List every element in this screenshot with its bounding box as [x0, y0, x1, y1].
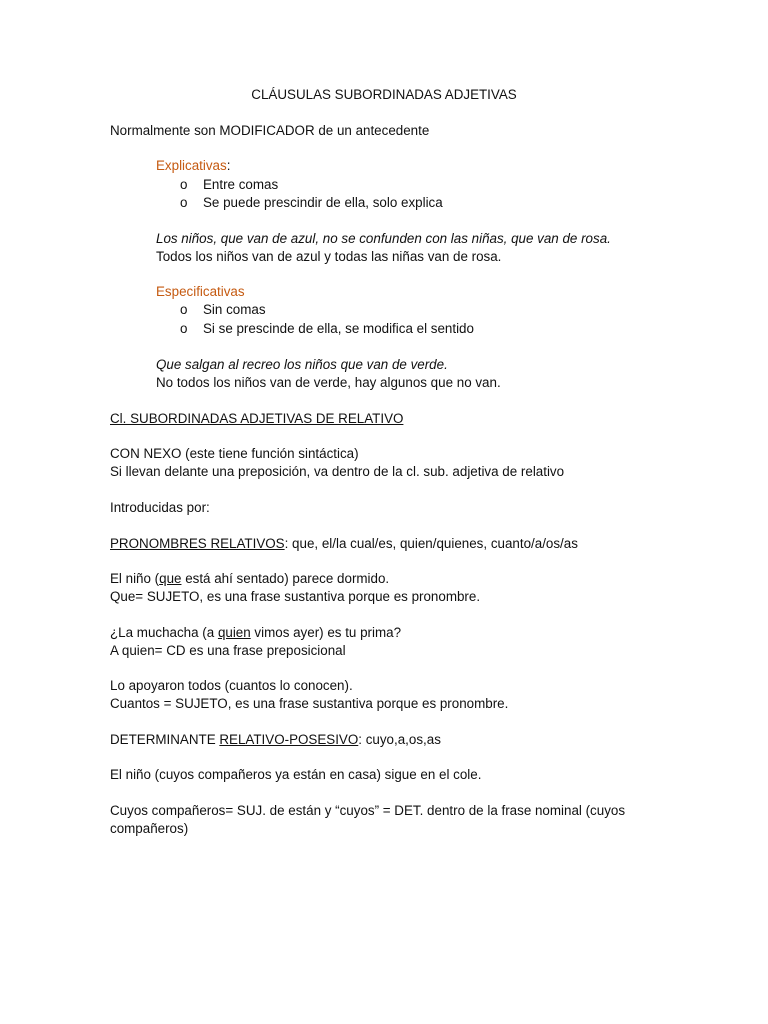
pronombres-label: PRONOMBRES RELATIVOS	[110, 536, 285, 551]
explicativas-bullet-2: Se puede prescindir de ella, solo explica	[203, 195, 443, 210]
explicativas-label: Explicativas	[156, 158, 227, 173]
determinante-pre: DETERMINANTE	[110, 732, 220, 747]
bullet-marker: o	[180, 302, 188, 317]
determinante-label: RELATIVO-POSESIVO	[219, 732, 359, 747]
document-title: CLÁUSULAS SUBORDINADAS ADJETIVAS	[251, 87, 517, 102]
especificativas-example: Que salgan al recreo los niños que van de verde.	[156, 357, 448, 372]
especificativas-bullet-1: Sin comas	[203, 302, 266, 317]
analysis4-line-1: Cuyos compañeros= SUJ. de están y “cuyos” = DET. dentro de la frase nominal (cuyos	[110, 803, 626, 818]
explicativas-bullet-1: Entre comas	[203, 177, 279, 192]
pronombres-line	[110, 535, 578, 553]
example1-pre: El niño (	[110, 571, 160, 586]
determinante-line	[110, 731, 441, 749]
determinante-forms: : cuyo,a,os,as	[358, 732, 441, 747]
example2-pre: ¿La muchacha (a	[110, 625, 218, 640]
example3-sentence: Lo apoyaron todos (cuantos lo conocen).	[110, 678, 353, 693]
analysis4-line-2: compañeros)	[110, 821, 189, 836]
bullet-marker: o	[180, 195, 188, 210]
example2-relative: quien	[217, 625, 251, 640]
example2-sentence	[110, 624, 401, 642]
example1-analysis: Que= SUJETO, es una frase sustantiva porque es pronombre.	[110, 589, 481, 604]
explicativas-example: Los niños, que van de azul, no se confunden con las niñas, que van de rosa.	[156, 231, 611, 246]
especificativas-bullet-2: Si se prescinde de ella, se modifica el sentido	[203, 321, 474, 336]
explicativas-colon: :	[226, 158, 231, 173]
explicativas-heading	[156, 157, 230, 175]
con-nexo-text: CON NEXO (este tiene función sintáctica)	[110, 446, 359, 461]
intro-text: Normalmente son MODIFICADOR de un antecedente	[110, 123, 430, 138]
example1-relative: que	[159, 571, 182, 586]
example1-post: está ahí sentado) parece dormido.	[181, 571, 390, 586]
relativo-heading: Cl. SUBORDINADAS ADJETIVAS DE RELATIVO	[110, 411, 404, 426]
explicativas-explanation: Todos los niños van de azul y todas las niñas van de rosa.	[156, 249, 502, 264]
especificativas-explanation: No todos los niños van de verde, hay algunos que no van.	[156, 375, 501, 390]
pronombres-list: : que, el/la cual/es, quien/quienes, cuanto/a/os/as	[284, 536, 578, 551]
preposicion-note: Si llevan delante una preposición, va dentro de la cl. sub. adjetiva de relativo	[110, 464, 565, 479]
introducidas-text: Introducidas por:	[110, 500, 210, 515]
bullet-marker: o	[180, 321, 188, 336]
example2-analysis: A quien= CD es una frase preposicional	[110, 643, 346, 658]
example2-post: vimos ayer) es tu prima?	[250, 625, 402, 640]
example1-sentence	[110, 570, 389, 588]
bullet-marker: o	[180, 177, 188, 192]
especificativas-heading: Especificativas	[156, 284, 245, 299]
example3-analysis: Cuantos = SUJETO, es una frase sustantiva porque es pronombre.	[110, 696, 509, 711]
example4-sentence: El niño (cuyos compañeros ya están en casa) sigue en el cole.	[110, 767, 482, 782]
